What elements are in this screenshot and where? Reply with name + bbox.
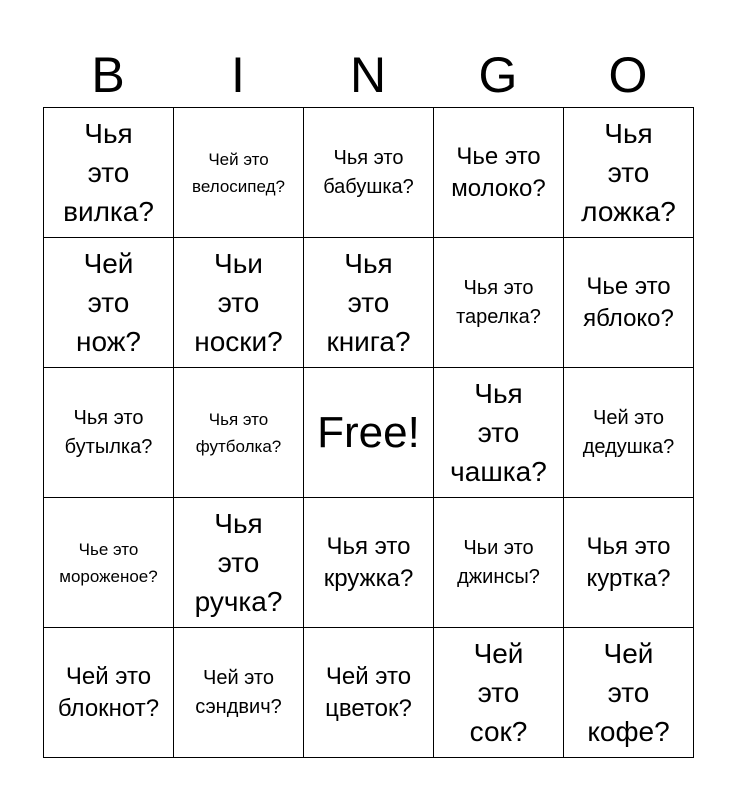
bingo-cell[interactable] [304,498,434,628]
bingo-cell[interactable] [44,628,174,758]
bingo-cell[interactable] [434,238,564,368]
bingo-cell-text: Чья это бутылка? [64,406,153,458]
bingo-cell-text: Чей это нож? [75,248,142,357]
bingo-cell[interactable] [564,108,694,238]
bingo-cell[interactable] [434,368,564,498]
bingo-cell[interactable] [434,108,564,238]
bingo-cell[interactable] [44,498,174,628]
bingo-cell-text: Чья это ложка? [581,118,676,227]
bingo-cell[interactable] [174,368,304,498]
bingo-cell-text: Чей это цветок? [325,662,412,722]
bingo-card-grid [43,107,694,758]
bingo-cell-text: Чей это велосипед? [192,149,285,196]
bingo-cell-text: Чья это книга? [326,248,411,357]
bingo-cell-text: Чья это куртка? [586,532,671,592]
bingo-cell-text: Чей это сок? [469,638,528,747]
header-letter-n: N [349,47,387,103]
bingo-cell-text: Чья это тарелка? [456,276,541,328]
bingo-cell[interactable] [44,238,174,368]
bingo-cell-text: Чей это блокнот? [57,662,160,722]
bingo-cell-text: Чья это чашка? [450,378,547,487]
bingo-cell[interactable] [304,628,434,758]
bingo-cell-text: Чья это бабушка? [323,146,414,198]
bingo-cell[interactable] [304,108,434,238]
bingo-cell[interactable] [564,238,694,368]
free-space-cell[interactable] [304,368,434,498]
header-letter-o: O [608,47,648,103]
bingo-cell[interactable] [174,108,304,238]
bingo-header [43,44,693,106]
bingo-cell[interactable] [564,368,694,498]
bingo-cell[interactable] [44,368,174,498]
bingo-cell[interactable] [174,498,304,628]
bingo-cell[interactable] [174,628,304,758]
bingo-cell-text: Чей это дедушка? [582,406,675,458]
bingo-cell[interactable] [434,498,564,628]
bingo-cell-text: Чья это кружка? [323,532,414,592]
header-letter-b: B [91,47,125,103]
bingo-cell-text: Чей это кофе? [587,638,670,747]
bingo-cell-text: Чье это молоко? [451,142,546,202]
bingo-cell-text: Чье это мороженое? [59,539,158,586]
bingo-cell-text: Чья это вилка? [63,118,154,227]
header-letter-g: G [478,47,518,103]
bingo-cell[interactable] [434,628,564,758]
bingo-cell[interactable] [304,238,434,368]
bingo-cell-text: Чей это сэндвич? [195,666,282,718]
bingo-cell-text: Чьи это носки? [194,248,283,357]
bingo-cell[interactable] [174,238,304,368]
free-space-label: Free! [317,407,420,457]
bingo-cell[interactable] [564,498,694,628]
header-letter-i: I [231,47,245,103]
bingo-cell-text: Чьи это джинсы? [457,536,540,588]
bingo-cell[interactable] [44,108,174,238]
bingo-cell[interactable] [564,628,694,758]
bingo-cell-text: Чья это футболка? [195,409,282,456]
bingo-cell-text: Чья это ручка? [194,508,283,617]
bingo-cell-text: Чье это яблоко? [583,272,674,332]
